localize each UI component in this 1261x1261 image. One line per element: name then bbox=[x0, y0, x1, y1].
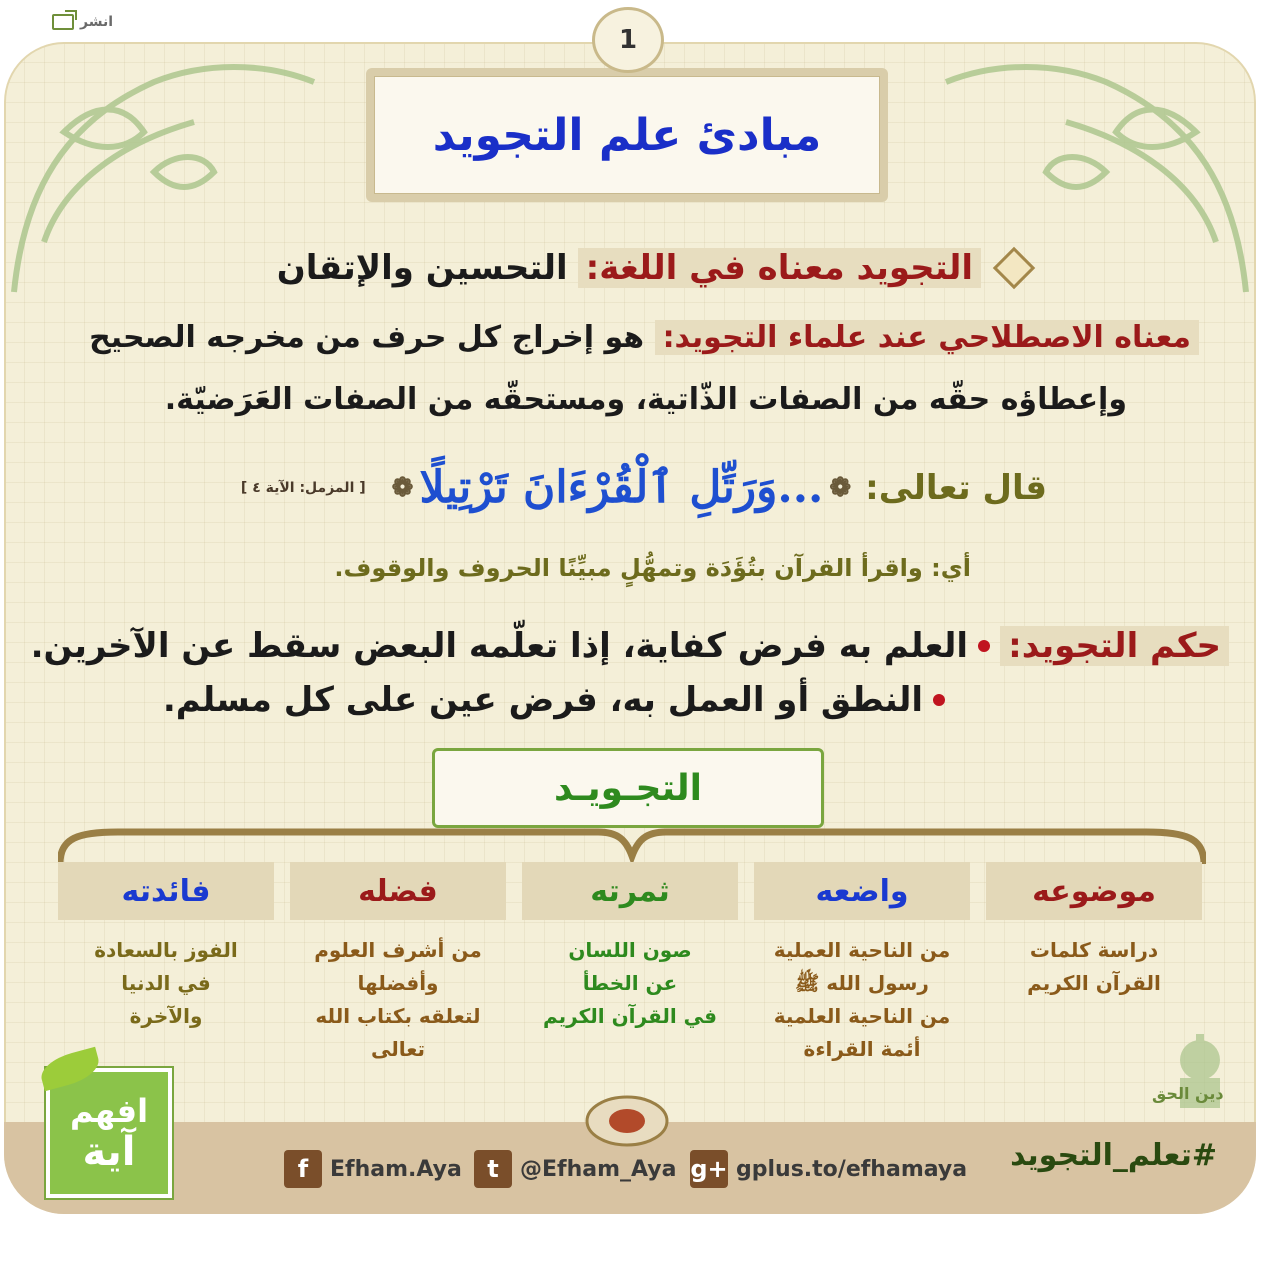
diamond-icon bbox=[993, 247, 1035, 289]
card-number-badge: 1 bbox=[592, 7, 664, 73]
column-line: لتعلقه بكتاب الله bbox=[315, 1004, 481, 1028]
logo-line1: افهم bbox=[69, 1092, 149, 1130]
ruling-row-2 bbox=[163, 680, 945, 720]
verse-explanation: أي: واقرأ القرآن بتُؤَدَة وتمهُّلٍ مبيِّنًا الحروف والوقوف. bbox=[334, 554, 971, 582]
verse-ornament-icon: ❁ bbox=[391, 472, 414, 503]
column-title: فائدته bbox=[58, 862, 274, 920]
definition-term-continuation: وإعطاؤه حقّه من الصفات الذّاتية، ومستحقّه من الصفات العَرَضيّة. bbox=[164, 382, 1127, 417]
column-line: عن الخطأ bbox=[582, 971, 678, 995]
definition-term-value: هو إخراج كل حرف من مخرجه الصحيح bbox=[89, 320, 645, 355]
branch-bracket bbox=[58, 826, 1206, 866]
column-line: أئمة القراءة bbox=[803, 1037, 921, 1061]
medallion-ornament bbox=[582, 1094, 672, 1148]
definition-language bbox=[277, 248, 1029, 288]
ruling-point: العلم به فرض كفاية، إذا تعلّمه البعض سقط عن الآخرين. bbox=[30, 626, 969, 666]
ruling-point: النطق أو العمل به، فرض عين على كل مسلم. bbox=[162, 680, 923, 720]
title-inner bbox=[374, 76, 880, 194]
google-plus-icon: g+ bbox=[690, 1150, 728, 1188]
column-line: في الدنيا bbox=[121, 971, 211, 995]
column-line: في القرآن الكريم bbox=[542, 1004, 717, 1028]
column-line: صون اللسان bbox=[568, 938, 692, 962]
gplus-handle: gplus.to/efhamaya bbox=[736, 1156, 968, 1182]
column-benefit bbox=[58, 862, 274, 1033]
column-line: الفوز بالسعادة bbox=[94, 938, 238, 962]
mosque-watermark-icon bbox=[1170, 1030, 1230, 1122]
column-virtue bbox=[290, 862, 506, 1066]
logo-line2: آية bbox=[82, 1129, 136, 1175]
facebook-icon: f bbox=[284, 1150, 322, 1188]
twitter-handle: @Efham_Aya bbox=[520, 1156, 677, 1182]
column-line: من الناحية العلمية bbox=[773, 1004, 951, 1028]
column-body bbox=[754, 934, 970, 1066]
tajweed-title: التجـويـد bbox=[554, 767, 702, 809]
column-body bbox=[58, 934, 274, 1033]
facebook-link[interactable] bbox=[284, 1150, 462, 1188]
verse-text: ...وَرَتِّلِ ٱلْقُرْءَانَ تَرْتِيلًا bbox=[419, 462, 824, 513]
definition-term-label: معناه الاصطلاحي عند علماء التجويد: bbox=[655, 320, 1199, 355]
verse-intro: قال تعالى: bbox=[865, 467, 1047, 508]
column-title: ثمرته bbox=[522, 862, 738, 920]
bullet-icon bbox=[933, 694, 945, 706]
verse-row bbox=[241, 462, 1047, 513]
column-title: موضوعه bbox=[986, 862, 1202, 920]
column-line: دراسة كلمات bbox=[1029, 938, 1159, 962]
share-icon bbox=[52, 14, 74, 30]
column-body bbox=[986, 934, 1202, 1000]
column-fruit bbox=[522, 862, 738, 1033]
column-title: واضعه bbox=[754, 862, 970, 920]
verse-ornament-icon: ❁ bbox=[829, 472, 852, 503]
definition-language-value: التحسين والإتقان bbox=[276, 248, 568, 288]
column-line: والآخرة bbox=[129, 1004, 203, 1028]
verse-text-frame bbox=[392, 462, 852, 513]
page-title: مبادئ علم التجويد bbox=[432, 109, 822, 161]
watermark-text: دين الحق bbox=[1152, 1084, 1224, 1103]
bullet-icon bbox=[978, 640, 990, 652]
gplus-link[interactable] bbox=[690, 1150, 967, 1188]
column-line: من الناحية العملية bbox=[773, 938, 951, 962]
share-label: انشر bbox=[80, 14, 114, 30]
column-body bbox=[522, 934, 738, 1033]
hashtag[interactable]: #تعلم_التجويد bbox=[1010, 1138, 1217, 1173]
definition-term bbox=[89, 320, 1199, 355]
column-title: فضله bbox=[290, 862, 506, 920]
twitter-link[interactable] bbox=[474, 1150, 676, 1188]
definition-language-label: التجويد معناه في اللغة: bbox=[578, 248, 981, 288]
verse-reference: [ المزمل: الآية ٤ ] bbox=[240, 479, 366, 496]
share-button[interactable] bbox=[52, 14, 113, 30]
column-subject bbox=[986, 862, 1202, 1000]
facebook-handle: Efham.Aya bbox=[330, 1156, 462, 1182]
column-body bbox=[290, 934, 506, 1066]
efham-aya-logo[interactable] bbox=[46, 1068, 172, 1198]
ruling-row-1 bbox=[31, 626, 1229, 666]
column-line: تعالى bbox=[370, 1037, 426, 1061]
column-founder bbox=[754, 862, 970, 1066]
column-line: رسول الله ﷺ bbox=[795, 971, 929, 995]
column-line: القرآن الكريم bbox=[1027, 971, 1161, 995]
twitter-icon: t bbox=[474, 1150, 512, 1188]
tajweed-title-frame bbox=[432, 748, 824, 828]
title-frame bbox=[366, 68, 888, 202]
ruling-label: حكم التجويد: bbox=[1000, 626, 1229, 666]
column-line: من أشرف العلوم bbox=[314, 938, 482, 962]
column-line: وأفضلها bbox=[357, 971, 439, 995]
